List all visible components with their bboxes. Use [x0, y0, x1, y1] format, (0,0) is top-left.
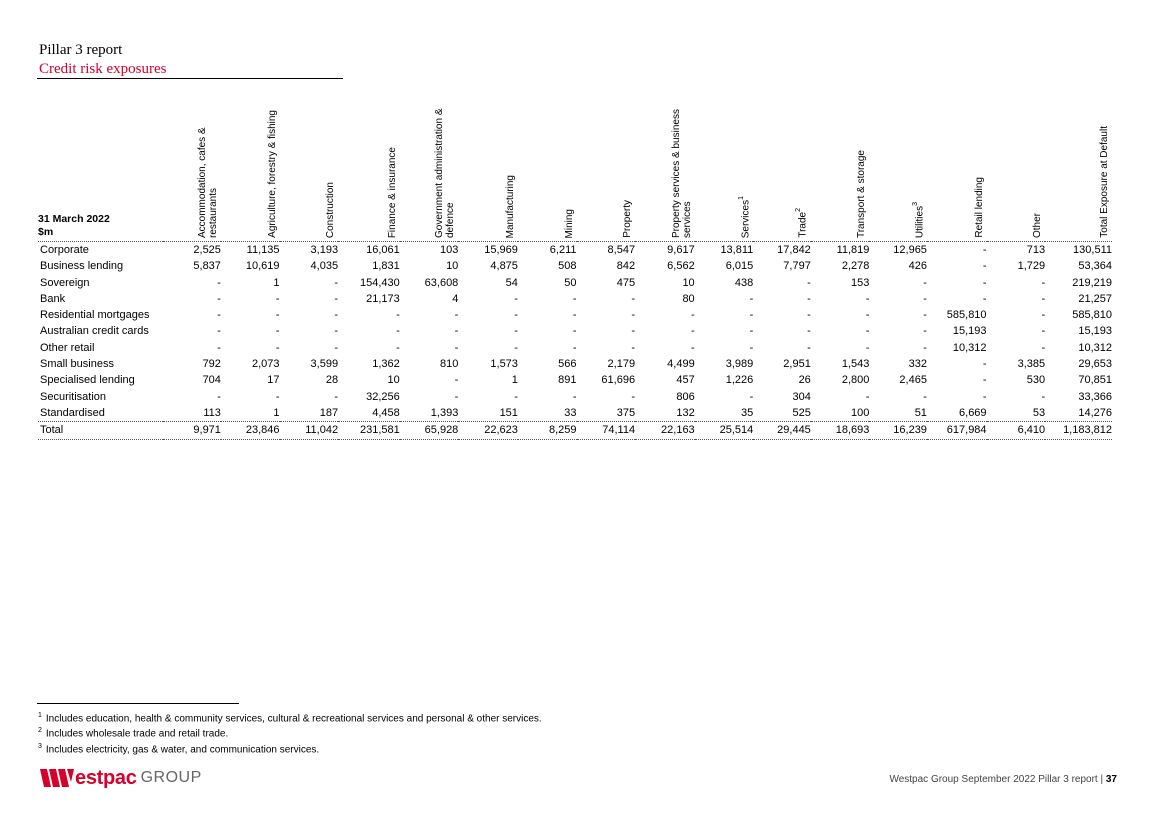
page-number: 37: [1105, 774, 1117, 785]
table-cell: 23,846: [221, 422, 280, 439]
column-header-text: Utilities: [913, 205, 925, 238]
table-cell: 132: [676, 406, 695, 419]
table-cell: -: [691, 341, 695, 354]
column-header-text: Trade: [797, 212, 809, 238]
table-cell: -: [982, 374, 987, 387]
table-cell: 35: [741, 406, 754, 419]
table-cell: -: [923, 341, 927, 354]
table-cell: -: [982, 390, 987, 403]
footnote-text: Includes education, health & community services, cultural & recreational services and personal & other services.: [45, 713, 542, 725]
column-header-text: Retail lending: [973, 177, 985, 238]
table-cell: 1: [273, 276, 280, 289]
table-cell: 16,061: [366, 244, 400, 256]
table-cell: -: [923, 325, 927, 338]
table-cell: 6,015: [725, 260, 754, 273]
table-cell: -: [217, 292, 221, 305]
table-cell: 4,458: [372, 406, 400, 419]
table-cell: 14,276: [1078, 406, 1112, 419]
title-divider: [37, 78, 343, 79]
table-row: [38, 307, 1112, 323]
table-cell: 113: [203, 406, 221, 419]
footnote-divider: [37, 703, 239, 704]
table-cell: -: [865, 292, 870, 305]
table-cell: 585,810: [1072, 309, 1112, 322]
table-cell: -: [514, 292, 518, 305]
row-label: Small business: [40, 358, 114, 371]
table-cell: 51: [914, 406, 927, 419]
row-label: Business lending: [40, 260, 124, 273]
table-cell: 475: [616, 276, 636, 289]
column-header-label: [1032, 213, 1043, 238]
column-header: [635, 104, 695, 242]
column-header-label: [505, 175, 516, 238]
column-header: [280, 104, 339, 242]
table-cell: -: [334, 309, 339, 322]
logo-group-text: GROUP: [140, 769, 202, 786]
column-header-text: Transport & storage: [856, 149, 868, 238]
footnote: [38, 725, 542, 740]
table-cell: 22,163: [635, 422, 695, 439]
table-row: [38, 356, 1112, 372]
row-label: Australian credit cards: [40, 325, 149, 338]
table-cell: -: [982, 244, 987, 256]
table-cell: -: [1041, 390, 1046, 403]
row-label: Sovereign: [40, 276, 90, 289]
table-cell: 525: [792, 406, 811, 419]
footnotes: [38, 710, 542, 756]
row-label: Standardised: [40, 406, 105, 419]
table-body: [38, 242, 1112, 440]
column-header: [577, 104, 636, 242]
table-corner-header: [38, 104, 163, 242]
column-header: [338, 104, 400, 242]
row-label: Other retail: [40, 341, 95, 354]
table-cell: 1,573: [490, 358, 518, 371]
table-cell: 2,465: [899, 374, 927, 387]
row-label: Residential mortgages: [40, 309, 150, 322]
column-header-label: [197, 108, 219, 238]
table-cell: 80: [682, 292, 695, 305]
column-header: [987, 104, 1046, 242]
column-header-footnote-ref: 1: [737, 195, 745, 200]
column-header-label: [622, 200, 633, 238]
table-cell: 151: [499, 406, 518, 419]
column-header-text: Other: [1032, 212, 1044, 238]
table-cell: 3,989: [725, 358, 754, 371]
table-cell: 153: [851, 276, 870, 289]
table-cell: -: [396, 341, 400, 354]
page-footer: [889, 774, 1117, 785]
table-cell: -: [749, 325, 754, 338]
table-row: [38, 389, 1112, 405]
column-header-label: [974, 177, 985, 238]
table-row: [38, 242, 1112, 259]
table-cell: -: [396, 325, 400, 338]
table-cell: -: [749, 292, 754, 305]
table-cell: 18,693: [811, 422, 870, 439]
table-cell: -: [923, 276, 927, 289]
row-label: Securitisation: [40, 390, 107, 403]
table-cell: 1,393: [430, 406, 459, 419]
column-header-label: [387, 147, 398, 238]
table-cell: -: [631, 309, 636, 322]
table-cell: 2,073: [251, 358, 280, 371]
table-cell: -: [631, 325, 636, 338]
table-cell: -: [454, 390, 459, 403]
table-cell: 219,219: [1072, 276, 1112, 289]
table-cell: -: [275, 309, 280, 322]
table-cell: -: [454, 341, 459, 354]
table-cell: 29,445: [753, 422, 811, 439]
table-cell: 10,312: [1078, 341, 1112, 354]
table-cell: 566: [558, 358, 577, 371]
table-cell: -: [691, 309, 695, 322]
column-header-text: Total Exposure at Default: [1099, 126, 1110, 238]
table-cell: -: [923, 309, 927, 322]
table-cell: 4: [452, 292, 459, 305]
table-cell: 2,525: [193, 244, 221, 256]
table-cell: -: [923, 292, 927, 305]
column-header-text: Mining: [563, 208, 575, 238]
table-cell: 2,179: [607, 358, 636, 371]
table-cell: -: [631, 341, 636, 354]
column-header-text: Property services & business services: [670, 109, 693, 238]
table-cell: 21,173: [366, 292, 400, 305]
table-cell: 17,842: [777, 244, 811, 256]
column-header-footnote-ref: 2: [795, 208, 803, 213]
column-header-label: [736, 196, 751, 238]
table-cell: 530: [1026, 374, 1046, 387]
column-header-text: Services: [740, 199, 752, 238]
table-cell: -: [217, 276, 221, 289]
table-cell: -: [865, 390, 870, 403]
credit-risk-exposures-table: [38, 104, 1112, 440]
table-cell: 3,385: [1017, 358, 1046, 371]
table-cell: -: [1041, 341, 1046, 354]
table-cell: -: [334, 276, 339, 289]
table-cell: 891: [558, 374, 577, 387]
table-cell: -: [1041, 325, 1046, 338]
table-cell: -: [631, 390, 636, 403]
table-cell: 1,226: [725, 374, 754, 387]
table-cell: 32,256: [366, 390, 400, 403]
table-cell: 11,042: [280, 422, 339, 439]
table-row: [38, 291, 1112, 307]
table-cell: 1,183,812: [1045, 422, 1112, 439]
table-cell: -: [1041, 292, 1046, 305]
column-header-label: [434, 108, 456, 238]
table-cell: -: [982, 292, 987, 305]
column-header: [400, 104, 459, 242]
column-header: [221, 104, 280, 242]
table-cell: -: [572, 325, 577, 338]
table-cell: 438: [734, 276, 754, 289]
column-header-label: [325, 182, 336, 238]
table-cell: 10,312: [952, 341, 987, 354]
table-cell: -: [865, 309, 870, 322]
table-cell: -: [1041, 309, 1046, 322]
table-cell: 15,193: [1078, 325, 1112, 338]
table-cell: 9,617: [667, 244, 695, 256]
unit-label: $m: [38, 226, 54, 238]
table-cell: -: [514, 309, 518, 322]
table-cell: 11,819: [836, 244, 870, 256]
table-cell: 10: [387, 374, 400, 387]
table-row: [38, 323, 1112, 339]
row-label: Total: [38, 422, 163, 439]
table-cell: -: [334, 390, 339, 403]
table-cell: 10,619: [245, 260, 280, 273]
table-cell: -: [631, 292, 636, 305]
table-cell: 1: [273, 406, 280, 419]
table-cell: 33,366: [1078, 390, 1112, 403]
table-cell: 3,599: [310, 358, 339, 371]
table-cell: 103: [439, 244, 459, 256]
table-cell: -: [982, 276, 987, 289]
footnote: [38, 741, 542, 756]
table-row: [38, 372, 1112, 388]
table-cell: 4,499: [667, 358, 695, 371]
table-cell: 585,810: [946, 309, 987, 322]
table-cell: 53,364: [1078, 260, 1112, 273]
table-cell: 10: [446, 260, 459, 273]
table-cell: 187: [319, 406, 339, 419]
table-cell: -: [865, 325, 870, 338]
table-cell: 53: [1032, 406, 1046, 419]
table-cell: 100: [851, 406, 870, 419]
table-cell: -: [217, 390, 221, 403]
table-cell: -: [807, 292, 811, 305]
table-cell: 1: [511, 374, 518, 387]
column-header-text: Agriculture, forestry & fishing: [266, 110, 278, 238]
table-cell: 332: [908, 358, 927, 371]
table-cell: -: [691, 325, 695, 338]
table-cell: 21,257: [1078, 292, 1112, 305]
table-cell: -: [217, 341, 221, 354]
table-cell: 154,430: [359, 276, 400, 289]
table-cell: 50: [564, 276, 577, 289]
table-cell: -: [923, 390, 927, 403]
table-cell: 2,800: [841, 374, 870, 387]
table-cell: 617,984: [927, 422, 987, 439]
table-cell: 704: [202, 374, 221, 387]
table-cell: -: [454, 325, 459, 338]
table-cell: -: [572, 309, 577, 322]
row-label: Specialised lending: [40, 374, 135, 387]
footnote-text: Includes electricity, gas & water, and communication services.: [45, 743, 320, 755]
table-cell: 375: [616, 406, 636, 419]
table-cell: -: [749, 341, 754, 354]
table-cell: -: [982, 358, 987, 371]
column-header: [458, 104, 518, 242]
column-header-label: [856, 150, 867, 238]
table-cell: 74,114: [577, 422, 636, 439]
table-cell: 4,035: [310, 260, 339, 273]
footnote-text: Includes wholesale trade and retail trade.: [45, 728, 229, 740]
westpac-w-icon: [40, 769, 74, 787]
table-cell: -: [749, 390, 754, 403]
table-cell: -: [1041, 276, 1046, 289]
column-header: [163, 104, 221, 242]
table-cell: -: [982, 260, 987, 273]
footnote-number: 2: [38, 727, 42, 735]
table-cell: 33: [564, 406, 577, 419]
table-cell: 26: [798, 374, 811, 387]
column-header-label: [267, 110, 278, 238]
table-cell: -: [334, 325, 339, 338]
table-cell: 13,811: [720, 244, 754, 256]
table-row: [38, 340, 1112, 356]
table-cell: 426: [908, 260, 927, 273]
table-header-row: [38, 104, 1112, 242]
table-cell: -: [749, 309, 754, 322]
footer-doc-label: Westpac Group September 2022 Pillar 3 report |: [889, 774, 1104, 785]
column-header-text: Finance & insurance: [386, 146, 398, 238]
table-cell: -: [807, 309, 811, 322]
table-cell: 11,135: [246, 244, 280, 256]
table-cell: 15,193: [952, 325, 987, 338]
period-label: 31 March 2022: [38, 213, 110, 225]
table-cell: 231,581: [338, 422, 400, 439]
table-cell: 130,511: [1073, 244, 1112, 256]
table-cell: 1,543: [841, 358, 870, 371]
table-cell: 15,969: [484, 244, 518, 256]
table-cell: 6,669: [959, 406, 987, 419]
table-cell: -: [217, 309, 221, 322]
table-cell: 61,696: [601, 374, 636, 387]
table-cell: -: [807, 325, 811, 338]
table-cell: -: [514, 325, 518, 338]
table-cell: 6,211: [549, 244, 577, 256]
table-cell: 9,971: [163, 422, 221, 439]
table-cell: -: [334, 292, 339, 305]
table-cell: 1,362: [372, 358, 400, 371]
table-cell: -: [807, 276, 811, 289]
table-cell: 17: [267, 374, 280, 387]
table-cell: 1,831: [372, 260, 400, 273]
table-cell: 6,562: [667, 260, 695, 273]
column-header-text: Construction: [325, 181, 337, 238]
table-cell: 8,547: [607, 244, 636, 256]
table-cell: 54: [505, 276, 518, 289]
table-cell: -: [454, 374, 459, 387]
table-cell: 63,608: [424, 276, 459, 289]
table-cell: 842: [616, 260, 636, 273]
table-cell: 6,410: [987, 422, 1046, 439]
column-header: [518, 104, 577, 242]
table-cell: 2,951: [783, 358, 811, 371]
report-subtitle: Credit risk exposures: [39, 61, 167, 77]
table-cell: -: [514, 390, 518, 403]
table-cell: 28: [325, 374, 339, 387]
column-header-text: Property: [622, 200, 634, 238]
table-cell: 304: [792, 390, 811, 403]
table-cell: -: [572, 390, 577, 403]
column-header: [1045, 104, 1112, 242]
column-header: [811, 104, 870, 242]
total-row: [38, 422, 1112, 439]
table-cell: 8,259: [518, 422, 577, 439]
table-cell: 12,965: [893, 244, 927, 256]
table-cell: 22,623: [458, 422, 518, 439]
table-cell: -: [275, 292, 280, 305]
table-cell: 7,797: [783, 260, 811, 273]
table-cell: 4,875: [490, 260, 518, 273]
table-cell: -: [217, 325, 221, 338]
table-cell: -: [514, 341, 518, 354]
table-cell: 5,837: [193, 260, 221, 273]
table-cell: 2,278: [841, 260, 870, 273]
footnote: [38, 710, 542, 725]
table-cell: 1,729: [1017, 260, 1046, 273]
table-cell: -: [572, 292, 577, 305]
column-header-label: [1099, 126, 1110, 238]
table-cell: -: [275, 341, 280, 354]
table-cell: 65,928: [400, 422, 459, 439]
table-cell: 3,193: [310, 244, 339, 256]
table-cell: 10: [682, 276, 695, 289]
table-cell: -: [865, 341, 870, 354]
footnote-number: 3: [38, 742, 42, 750]
table-cell: -: [396, 309, 400, 322]
table-cell: 792: [202, 358, 221, 371]
westpac-logo: [40, 767, 202, 789]
column-header-label: [671, 108, 693, 238]
column-header: [869, 104, 927, 242]
column-header: [695, 104, 754, 242]
table-cell: -: [275, 390, 280, 403]
table-cell: 29,653: [1078, 358, 1112, 371]
column-header-text: Accommodation, cafes & restaurants: [196, 127, 219, 238]
column-header-text: Government administration & defence: [434, 108, 457, 238]
table-cell: 25,514: [695, 422, 754, 439]
table-cell: -: [334, 341, 339, 354]
table-cell: 508: [558, 260, 577, 273]
table-cell: 16,239: [869, 422, 927, 439]
table-cell: -: [807, 341, 811, 354]
column-header-label: [793, 208, 808, 238]
table-cell: -: [454, 309, 459, 322]
column-header: [753, 104, 811, 242]
table-cell: -: [275, 325, 280, 338]
table-cell: 457: [676, 374, 695, 387]
column-header-label: [564, 209, 575, 238]
row-label: Bank: [40, 292, 66, 305]
table-row: [38, 258, 1112, 274]
report-title: Pillar 3 report: [39, 42, 123, 58]
column-header-label: [910, 202, 925, 238]
column-header-footnote-ref: 3: [911, 201, 919, 206]
table-cell: 810: [439, 358, 459, 371]
column-header: [927, 104, 987, 242]
logo-wordmark: estpac: [75, 766, 137, 789]
table-cell: 806: [676, 390, 695, 403]
column-header-text: Manufacturing: [504, 174, 516, 238]
table-row: [38, 275, 1112, 291]
row-label: Corporate: [40, 244, 89, 256]
footnote-number: 1: [38, 712, 42, 719]
table-row: [38, 405, 1112, 422]
table-cell: 70,851: [1078, 374, 1112, 387]
table-cell: -: [572, 341, 577, 354]
table-cell: 713: [1026, 244, 1046, 256]
